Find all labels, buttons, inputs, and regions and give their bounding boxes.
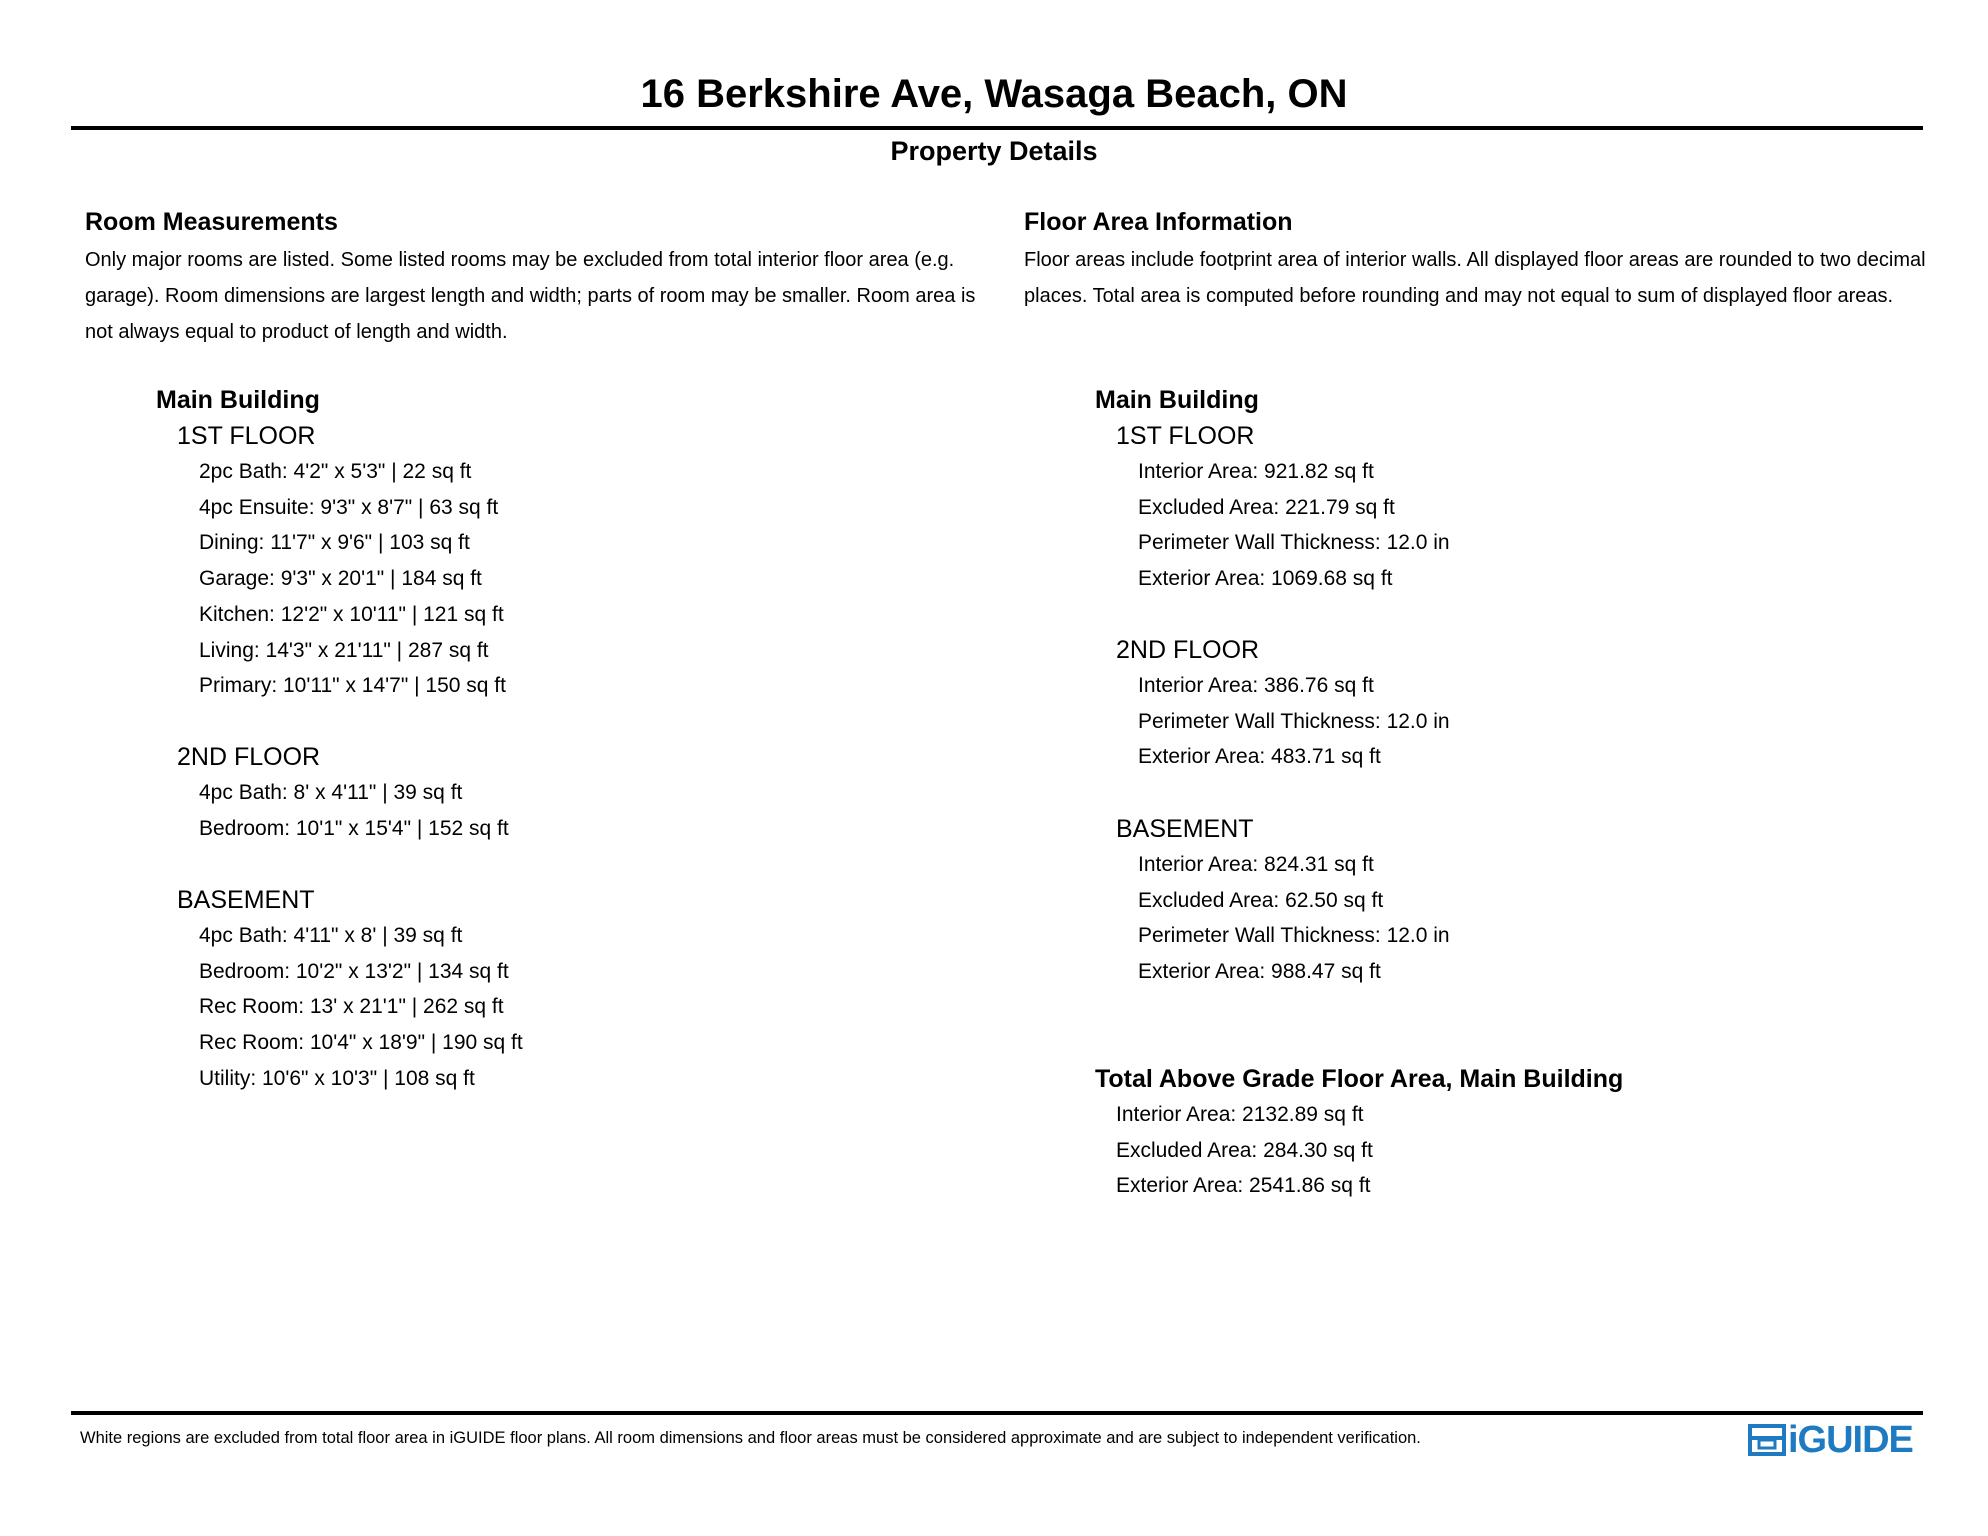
rooms-building-heading: Main Building — [156, 386, 320, 414]
total-area-entry: Exterior Area: 2541.86 sq ft — [1116, 1174, 1371, 1198]
total-area-block — [1095, 1097, 1373, 1204]
room-entry: Primary: 10'11" x 14'7" | 150 sq ft — [199, 674, 506, 698]
iguide-logo — [1748, 1420, 1913, 1460]
room-entry: Bedroom: 10'1" x 15'4" | 152 sq ft — [199, 816, 509, 840]
floor-name: BASEMENT — [177, 886, 315, 914]
page-subtitle: Property Details — [890, 136, 1098, 166]
floor-area-section — [1024, 204, 1944, 1198]
room-entry: 2pc Bath: 4'2" x 5'3" | 22 sq ft — [199, 460, 472, 483]
area-entry: Exterior Area: 483.71 sq ft — [1138, 745, 1381, 769]
floor-name: 2ND FLOOR — [1116, 636, 1260, 664]
floor-name: 1ST FLOOR — [177, 422, 316, 450]
total-area-entry: Excluded Area: 284.30 sq ft — [1116, 1138, 1373, 1162]
total-area-heading: Total Above Grade Floor Area, Main Building — [1095, 1065, 1624, 1093]
room-entry: Rec Room: 10'4" x 18'9" | 190 sq ft — [199, 1031, 523, 1055]
room-entry: Kitchen: 12'2" x 10'11" | 121 sq ft — [199, 602, 504, 626]
room-entry: Living: 14'3" x 21'11" | 287 sq ft — [199, 638, 489, 662]
areas-building-heading: Main Building — [1095, 386, 1259, 414]
room-measurements-section — [85, 204, 985, 1090]
area-entry: Exterior Area: 988.47 sq ft — [1138, 960, 1381, 984]
area-entry: Perimeter Wall Thickness: 12.0 in — [1138, 531, 1450, 555]
room-entry: Dining: 11'7" x 9'6" | 103 sq ft — [199, 531, 470, 555]
floor-name: 1ST FLOOR — [1116, 422, 1255, 450]
room-entry: Utility: 10'6" x 10'3" | 108 sq ft — [199, 1066, 475, 1090]
floor-area-heading: Floor Area Information — [1024, 208, 1293, 236]
rooms-floor-1st — [156, 418, 506, 704]
footer-disclaimer: White regions are excluded from total floor area in iGUIDE floor plans. All room dimensions and floor areas must be considered approximate and are subject to independent verification. — [80, 1429, 1421, 1447]
room-entry: 4pc Bath: 8' x 4'11" | 39 sq ft — [199, 781, 463, 804]
room-entry: Rec Room: 13' x 21'1" | 262 sq ft — [199, 995, 504, 1019]
total-area-entry: Interior Area: 2132.89 sq ft — [1116, 1103, 1364, 1126]
room-entry: Bedroom: 10'2" x 13'2" | 134 sq ft — [199, 959, 509, 983]
area-entry: Interior Area: 386.76 sq ft — [1138, 674, 1374, 697]
area-entry: Interior Area: 824.31 sq ft — [1138, 853, 1374, 876]
room-entry: 4pc Bath: 4'11" x 8' | 39 sq ft — [199, 924, 463, 947]
room-measurements-heading: Room Measurements — [85, 208, 338, 236]
footer-divider — [71, 1411, 1923, 1415]
areas-floor-basement — [1095, 811, 1450, 990]
room-entry: 4pc Ensuite: 9'3" x 8'7" | 63 sq ft — [199, 495, 499, 519]
floor-area-intro: Floor areas include footprint area of interior walls. All displayed floor areas are rounded to two decimal places. Total area is computed before rounding and may not equal to sum of displayed floor areas. — [1024, 249, 1926, 307]
area-entry: Perimeter Wall Thickness: 12.0 in — [1138, 924, 1450, 948]
floor-name: BASEMENT — [1116, 815, 1254, 843]
page-title: 16 Berkshire Ave, Wasaga Beach, ON — [640, 72, 1348, 116]
rooms-floor-basement — [156, 882, 523, 1097]
floor-name: 2ND FLOOR — [177, 743, 321, 771]
rooms-floor-2nd — [156, 739, 509, 846]
areas-floor-2nd — [1095, 632, 1450, 775]
room-measurements-intro: Only major rooms are listed. Some listed rooms may be excluded from total interior floor area (e.g. garage). Room dimensions are largest length and width; parts of room may be smaller. Room area is not always equal to product of length and width. — [85, 249, 976, 343]
room-entry: Garage: 9'3" x 20'1" | 184 sq ft — [199, 567, 482, 591]
areas-floor-1st — [1095, 418, 1450, 597]
area-entry: Interior Area: 921.82 sq ft — [1138, 460, 1374, 483]
area-entry: Excluded Area: 62.50 sq ft — [1138, 888, 1384, 912]
area-entry: Perimeter Wall Thickness: 12.0 in — [1138, 709, 1450, 733]
area-entry: Exterior Area: 1069.68 sq ft — [1138, 567, 1393, 591]
area-entry: Excluded Area: 221.79 sq ft — [1138, 495, 1395, 519]
iguide-logo-icon — [1748, 1424, 1786, 1456]
header-divider — [71, 126, 1923, 130]
iguide-logo-text: iGUIDE — [1788, 1419, 1913, 1461]
